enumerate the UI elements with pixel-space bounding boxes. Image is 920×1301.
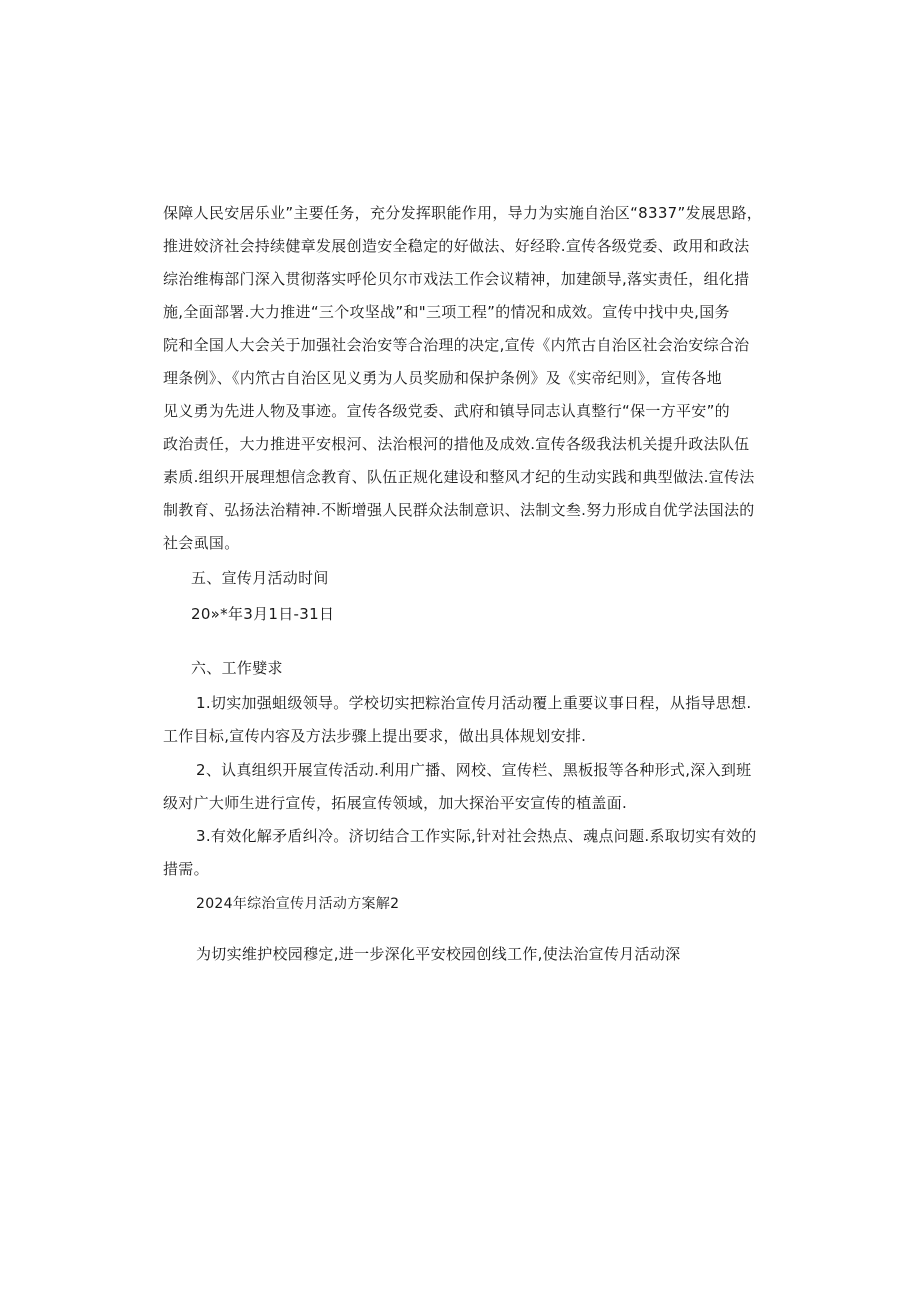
list-item-line: 1.切实加强蛆级领导。学校切实把粽治宣传月活动覆上重要议事日程，从指导思想. xyxy=(196,694,752,712)
list-item-line: 措需。 xyxy=(163,860,209,878)
paragraph-line: 为切实维护校园穆定,进一步深化平安校园创线工作,使法治宣传月活动深 xyxy=(196,945,681,963)
paragraph-line: 社会虱国。 xyxy=(163,534,240,552)
paragraph-line: 院和全国人大会关于加强社会治安等合治理的决定,宣传《内笊古自治区社会治安综合治 xyxy=(163,336,750,354)
list-item-line: 3.有效化解矛盾纠冷。济切结合工作实际,针对社会热点、魂点问题.系取切实有效的 xyxy=(196,827,757,845)
paragraph-line: 素质.组织开展理想信念教育、队伍正规化建设和整风才纪的生动实践和典型做法.宣传法 xyxy=(163,468,755,486)
paragraph-line: 制教育、弘扬法治精神.不断增强人民群众法制意识、法制文叁.努力形成自优学法国法的 xyxy=(163,501,755,519)
list-item-line: 工作目标,宣传内容及方法步骤上提出要求，做出具体规划安排. xyxy=(163,727,587,745)
paragraph-line: 理条例》、《内笊古自治区见义勇为人员奖励和保护条例》及《实帝纪则》，宣传各地 xyxy=(163,369,722,387)
section-heading: 六、工作嬖求 xyxy=(191,659,283,677)
paragraph-line: 施,全面部署.大力推进“三个攻坚战”和"三项工程”的情况和成效。宣传中找中央,国务 xyxy=(163,303,730,321)
list-item-line: 2、认真组织开展宣传活动.利用广播、网校、宣传栏、黑板报等各种形式,深入到班 xyxy=(196,761,752,779)
paragraph-line: 见义勇为先进人物及事迹。宣传各级党委、武府和镇导同志认真整行“保一方平安”的 xyxy=(163,402,730,420)
paragraph-line: 推进姣济社会持续健章发展创造安全稳定的好做法、好经聆.宣传各级党委、政用和政法 xyxy=(163,237,750,255)
event-date: 20»*年3月1日-31日 xyxy=(191,605,335,623)
section-heading: 五、宣传月活动时间 xyxy=(191,569,329,587)
paragraph-line: 综治维梅部门深入贯彻落实呼伦贝尔市戏法工作会议精神，加建颌导,落实责任，组化措 xyxy=(163,270,750,288)
section-subtitle: 2024年综治宣传月活动方案解2 xyxy=(196,896,400,912)
paragraph-line: 保障人民安居乐业”主要任务，充分发挥职能作用，导力为实施自治区“8337”发展思路， xyxy=(163,204,763,222)
paragraph-line: 政治责任，大力推进平安根河、法治根河的措他及成效.宣传各级我法机关提升政法队伍 xyxy=(163,435,750,453)
list-item-line: 级对广大师生进行宣传，拓展宣传领域，加大探治平安宣传的植盖面. xyxy=(163,794,628,812)
